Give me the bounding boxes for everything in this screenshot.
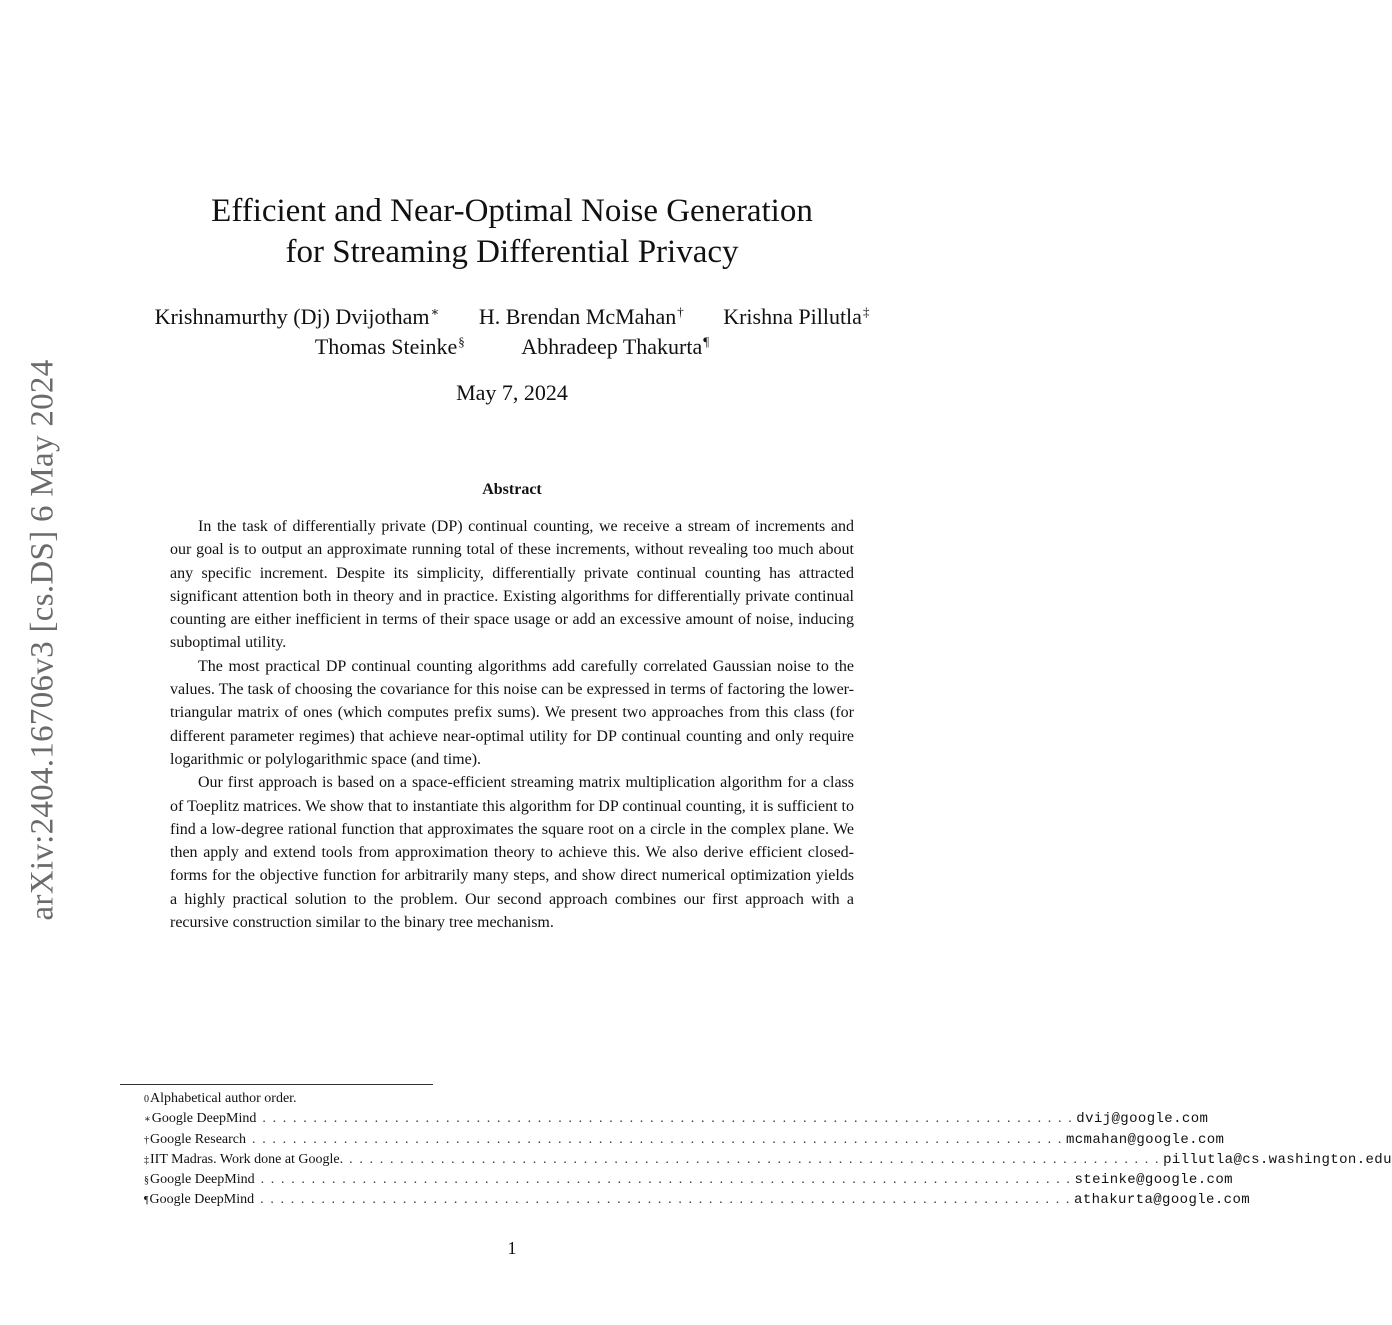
footnote: 0 Alphabetical author order. <box>144 1091 297 1106</box>
leader-dots: . . . . . . . . . . . . . . . . . . . . . . . . . . . . . . . . . . . . . . . . . . . . . . . . . . . . . . . . . . . . . . . . . . . . . . . . . . . . . . . . <box>252 1131 1063 1147</box>
page-number: 1 <box>507 1238 517 1258</box>
footnote: ¶ Google DeepMind . . . . . . . . . . . . . . . . . . . . . . . . . . . . . . . . . . . . . . . . . . . . . . . . . . . . . . . . . . . . . . . . . . . . . . . . . . . . . . . . athakurta@google.com <box>144 1190 904 1210</box>
paper-date: May 7, 2024 <box>456 380 568 405</box>
abstract-paragraph: Our first approach is based on a space-efficient streaming matrix multiplication algorithm for a class of Toeplitz matrices. We show that to instantiate this algorithm for DP continual counting, it is sufficient to find a low-degree rational function that approximates the square root on a circle in the complex plane. We then apply and extend tools from approximation theory to achieve this. We also derive efficient closed-forms for the objective function for arbitrarily many steps, and show direct numerical optimization yields a highly practical solution to the problem. Our second approach combines our first approach with a recursive construction similar to the binary tree mechanism. <box>170 774 854 932</box>
leader-dots: . . . . . . . . . . . . . . . . . . . . . . . . . . . . . . . . . . . . . . . . . . . . . . . . . . . . . . . . . . . . . . . . . . . . . . . . . . . . . . . . <box>262 1111 1074 1127</box>
author: Krishnamurthy (Dj) Dvijotham∗ <box>154 304 440 329</box>
abstract-body <box>170 515 854 934</box>
abstract-paragraph: In the task of differentially private (DP) continual counting, we receive a stream of increments and our goal is to output an approximate running total of these increments, without revealing too much about any specific increment. Despite its simplicity, differentially private continual counting has attracted significant attention both in theory and in practice. Existing algorithms for differentially private continual counting are either inefficient in terms of their space usage or add an excessive amount of noise, inducing suboptimal utility. <box>170 518 854 652</box>
email-link[interactable]: athakurta@google.com <box>1074 1192 1251 1209</box>
email-link[interactable]: steinke@google.com <box>1074 1172 1233 1189</box>
author: Krishna Pillutla‡ <box>723 304 870 329</box>
leader-dots: . . . . . . . . . . . . . . . . . . . . . . . . . . . . . . . . . . . . . . . . . . . . . . . . . . . . . . . . . . . . . . . . . . . . . . . . . . . . . . . . <box>260 1192 1072 1208</box>
author: H. Brendan McMahan† <box>478 304 684 329</box>
email-link[interactable]: pillutla@cs.washington.edu <box>1163 1151 1392 1168</box>
footnotes <box>144 1089 1392 1211</box>
email-link[interactable]: mcmahan@google.com <box>1065 1131 1225 1148</box>
leader-dots: . . . . . . . . . . . . . . . . . . . . . . . . . . . . . . . . . . . . . . . . . . . . . . . . . . . . . . . . . . . . . . . . . . . . . . . . . . . . . . . . <box>349 1151 1161 1167</box>
email-link[interactable]: dvij@google.com <box>1076 1111 1209 1128</box>
title-line-2: for Streaming Differential Privacy <box>285 234 739 270</box>
footnote: ‡ IIT Madras. Work done at Google. . . . . . . . . . . . . . . . . . . . . . . . . . . . . . . . . . . . . . . . . . . . . . . . . . . . . . . . . . . . . . . . . . . . . . . . . . . . . . . . . pillutla@cs.washington.edu <box>144 1150 904 1170</box>
footnote: § Google DeepMind . . . . . . . . . . . . . . . . . . . . . . . . . . . . . . . . . . . . . . . . . . . . . . . . . . . . . . . . . . . . . . . . . . . . . . . . . . . . . . . . steinke@google.com <box>144 1170 904 1190</box>
abstract-heading: Abstract <box>482 481 542 498</box>
authors-row-1 <box>0 302 1024 332</box>
arxiv-stamp: arXiv:2404.16706v3 [cs.DS] 6 May 2024 <box>24 359 61 921</box>
paper-title <box>0 191 1024 273</box>
abstract-paragraph: The most practical DP continual counting algorithms add carefully correlated Gaussian noise to the values. The task of choosing the covariance for this noise can be expressed in terms of factoring the lower-triangular matrix of ones (which computes prefix sums). We present two approaches from this class (for different parameter regimes) that achieve near-optimal utility for DP continual counting and only require logarithmic or polylogarithmic space (and time). <box>170 657 854 768</box>
title-line-1: Efficient and Near-Optimal Noise Generation <box>211 193 813 229</box>
footnote: ∗ Google DeepMind . . . . . . . . . . . . . . . . . . . . . . . . . . . . . . . . . . . . . . . . . . . . . . . . . . . . . . . . . . . . . . . . . . . . . . . . . . . . . . . . dvij@google.com <box>144 1109 904 1129</box>
footnote-rule <box>120 1084 433 1085</box>
author: Thomas Steinke§ <box>314 334 465 359</box>
authors-row-2 <box>0 332 1024 362</box>
author: Abhradeep Thakurta¶ <box>521 334 710 359</box>
footnote: † Google Research . . . . . . . . . . . . . . . . . . . . . . . . . . . . . . . . . . . . . . . . . . . . . . . . . . . . . . . . . . . . . . . . . . . . . . . . . . . . . . . . mcmahan@google.com <box>144 1130 904 1150</box>
leader-dots: . . . . . . . . . . . . . . . . . . . . . . . . . . . . . . . . . . . . . . . . . . . . . . . . . . . . . . . . . . . . . . . . . . . . . . . . . . . . . . . . <box>260 1172 1072 1188</box>
